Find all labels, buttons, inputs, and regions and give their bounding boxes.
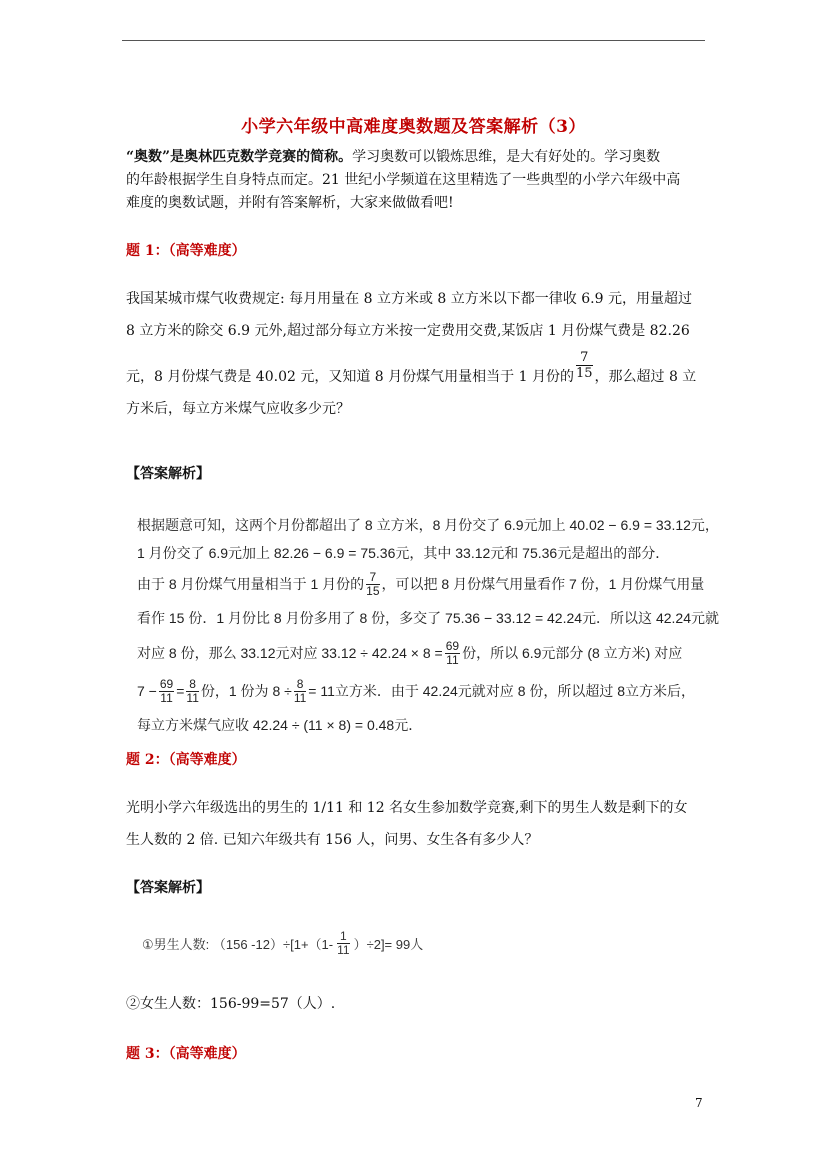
text-line: ②女生人数：156-99=57（人）. bbox=[126, 996, 336, 1012]
solution-line: 每立方米煤气应收 42.24 ÷ (11 × 8) = 0.48元． bbox=[137, 717, 423, 733]
question-2-heading: 题 2：（高等难度） bbox=[126, 752, 246, 768]
answer-label-2: 【答案解析】 bbox=[126, 880, 210, 896]
text-line: 方米后，每立方米煤气应收多少元？ bbox=[126, 401, 350, 417]
intro-paragraph bbox=[126, 146, 706, 215]
fraction-numerator: 8 bbox=[294, 678, 306, 692]
fraction-denominator: 15 bbox=[366, 583, 380, 598]
solution-2-step2 bbox=[126, 988, 711, 1020]
text-span: 对应 8 份，那么 33.12元对应 33.12 ÷ 42.24 × 8 = bbox=[137, 644, 443, 661]
text-span: 元，8 月份煤气费是 40.02 元，又知道 8 月份煤气用量相当于 1 月份的 bbox=[126, 369, 574, 385]
text-span: 由于 8 月份煤气用量相当于 1 月份的 bbox=[137, 575, 365, 592]
text-span: ①男生人数: （156 -12）÷[1+（1- bbox=[142, 937, 334, 952]
fraction-denominator: 15 bbox=[575, 365, 593, 381]
text-span: 7 − bbox=[137, 682, 157, 699]
fraction bbox=[445, 640, 460, 667]
page-title: 小学六年级中高难度奥数题及答案解析（3） bbox=[241, 117, 586, 137]
text-line: 光明小学六年级选出的男生的 1/11 和 12 名女生参加数学竞赛,剩下的男生人数是剩下的女 bbox=[126, 800, 688, 816]
text-span: ，可以把 8 月份煤气用量看作 7 份，1 月份煤气用量 bbox=[381, 575, 705, 592]
header-rule bbox=[122, 40, 705, 41]
solution-line bbox=[137, 634, 717, 672]
text-line: 生人数的 2 倍. 已知六年级共有 156 人，问男、女生各有多少人？ bbox=[126, 832, 539, 848]
question-3-heading: 题 3：（高等难度） bbox=[126, 1046, 246, 1062]
text-span: = bbox=[176, 682, 185, 699]
fraction bbox=[294, 678, 306, 705]
solution-line bbox=[137, 672, 717, 710]
fraction-numerator: 69 bbox=[159, 676, 174, 691]
fraction bbox=[186, 678, 198, 705]
answer-label-1: 【答案解析】 bbox=[126, 466, 210, 482]
fraction bbox=[366, 571, 379, 598]
solution-line: 根据题意可知，这两个月份都超出了 8 立方米，8 月份交了 6.9元加上 40.02 − 6.9 = 33.12元， bbox=[137, 517, 719, 533]
fraction-numerator: 7 bbox=[366, 571, 379, 585]
fraction-numerator: 8 bbox=[186, 678, 198, 692]
text-line: 我国某城市煤气收费规定: 每月用量在 8 立方米或 8 立方米以下都一律收 6.9 元，用量超过 bbox=[126, 291, 692, 307]
text-line: 8 立方米的除交 6.9 元外,超过部分每立方米按一定费用交费,某饭店 1 月份煤气费是 82.26 bbox=[126, 323, 690, 339]
intro-text: 难度的奥数试题，并附有答案解析，大家来做做看吧! bbox=[126, 195, 454, 211]
question-1-heading: 题 1：（高等难度） bbox=[126, 243, 246, 259]
text-span: ，那么超过 8 立 bbox=[594, 369, 697, 385]
fraction bbox=[337, 930, 349, 957]
solution-line bbox=[137, 565, 717, 603]
fraction bbox=[159, 678, 174, 705]
text-line bbox=[126, 349, 711, 393]
solution-2-formula bbox=[142, 930, 423, 957]
fraction-denominator: 11 bbox=[446, 652, 459, 667]
fraction-numerator: 7 bbox=[576, 350, 593, 366]
intro-text: 学习奥数可以锻炼思维，是大有好处的。学习奥数 bbox=[352, 149, 661, 165]
text-span: = 11立方米．由于 42.24元就对应 8 份，所以超过 8立方米后， bbox=[308, 682, 696, 699]
fraction-denominator: 11 bbox=[293, 690, 307, 705]
fraction-numerator: 69 bbox=[445, 638, 460, 653]
question-1-text bbox=[126, 283, 711, 425]
fraction bbox=[576, 350, 593, 381]
question-2-text bbox=[126, 792, 711, 856]
solution-1-block bbox=[137, 510, 717, 741]
text-span: 份，所以 6.9元部分 (8 立方米) 对应 bbox=[462, 644, 683, 661]
intro-text: 的年龄根据学生自身特点而定。21 世纪小学频道在这里精选了一些典型的小学六年级中高 bbox=[126, 172, 681, 188]
intro-bold-text: “奥数”是奥林匹克数学竞赛的简称。 bbox=[126, 149, 353, 165]
text-span: ）÷2]= 99人 bbox=[353, 937, 424, 952]
solution-line: 看作 15 份．1 月份比 8 月份多用了 8 份，多交了 75.36 − 33.12 = 42.24元．所以这 42.24元就 bbox=[137, 610, 719, 626]
fraction-numerator: 1 bbox=[337, 930, 349, 944]
solution-line: 1 月份交了 6.9元加上 82.26 − 6.9 = 75.36元，其中 33.12元和 75.36元是超出的部分． bbox=[137, 544, 670, 561]
page-number: 7 bbox=[695, 1096, 703, 1110]
fraction-denominator: 11 bbox=[160, 690, 173, 705]
fraction-denominator: 11 bbox=[186, 690, 199, 705]
text-span: 份，1 份为 8 ÷ bbox=[200, 682, 292, 699]
fraction-denominator: 11 bbox=[337, 943, 350, 957]
